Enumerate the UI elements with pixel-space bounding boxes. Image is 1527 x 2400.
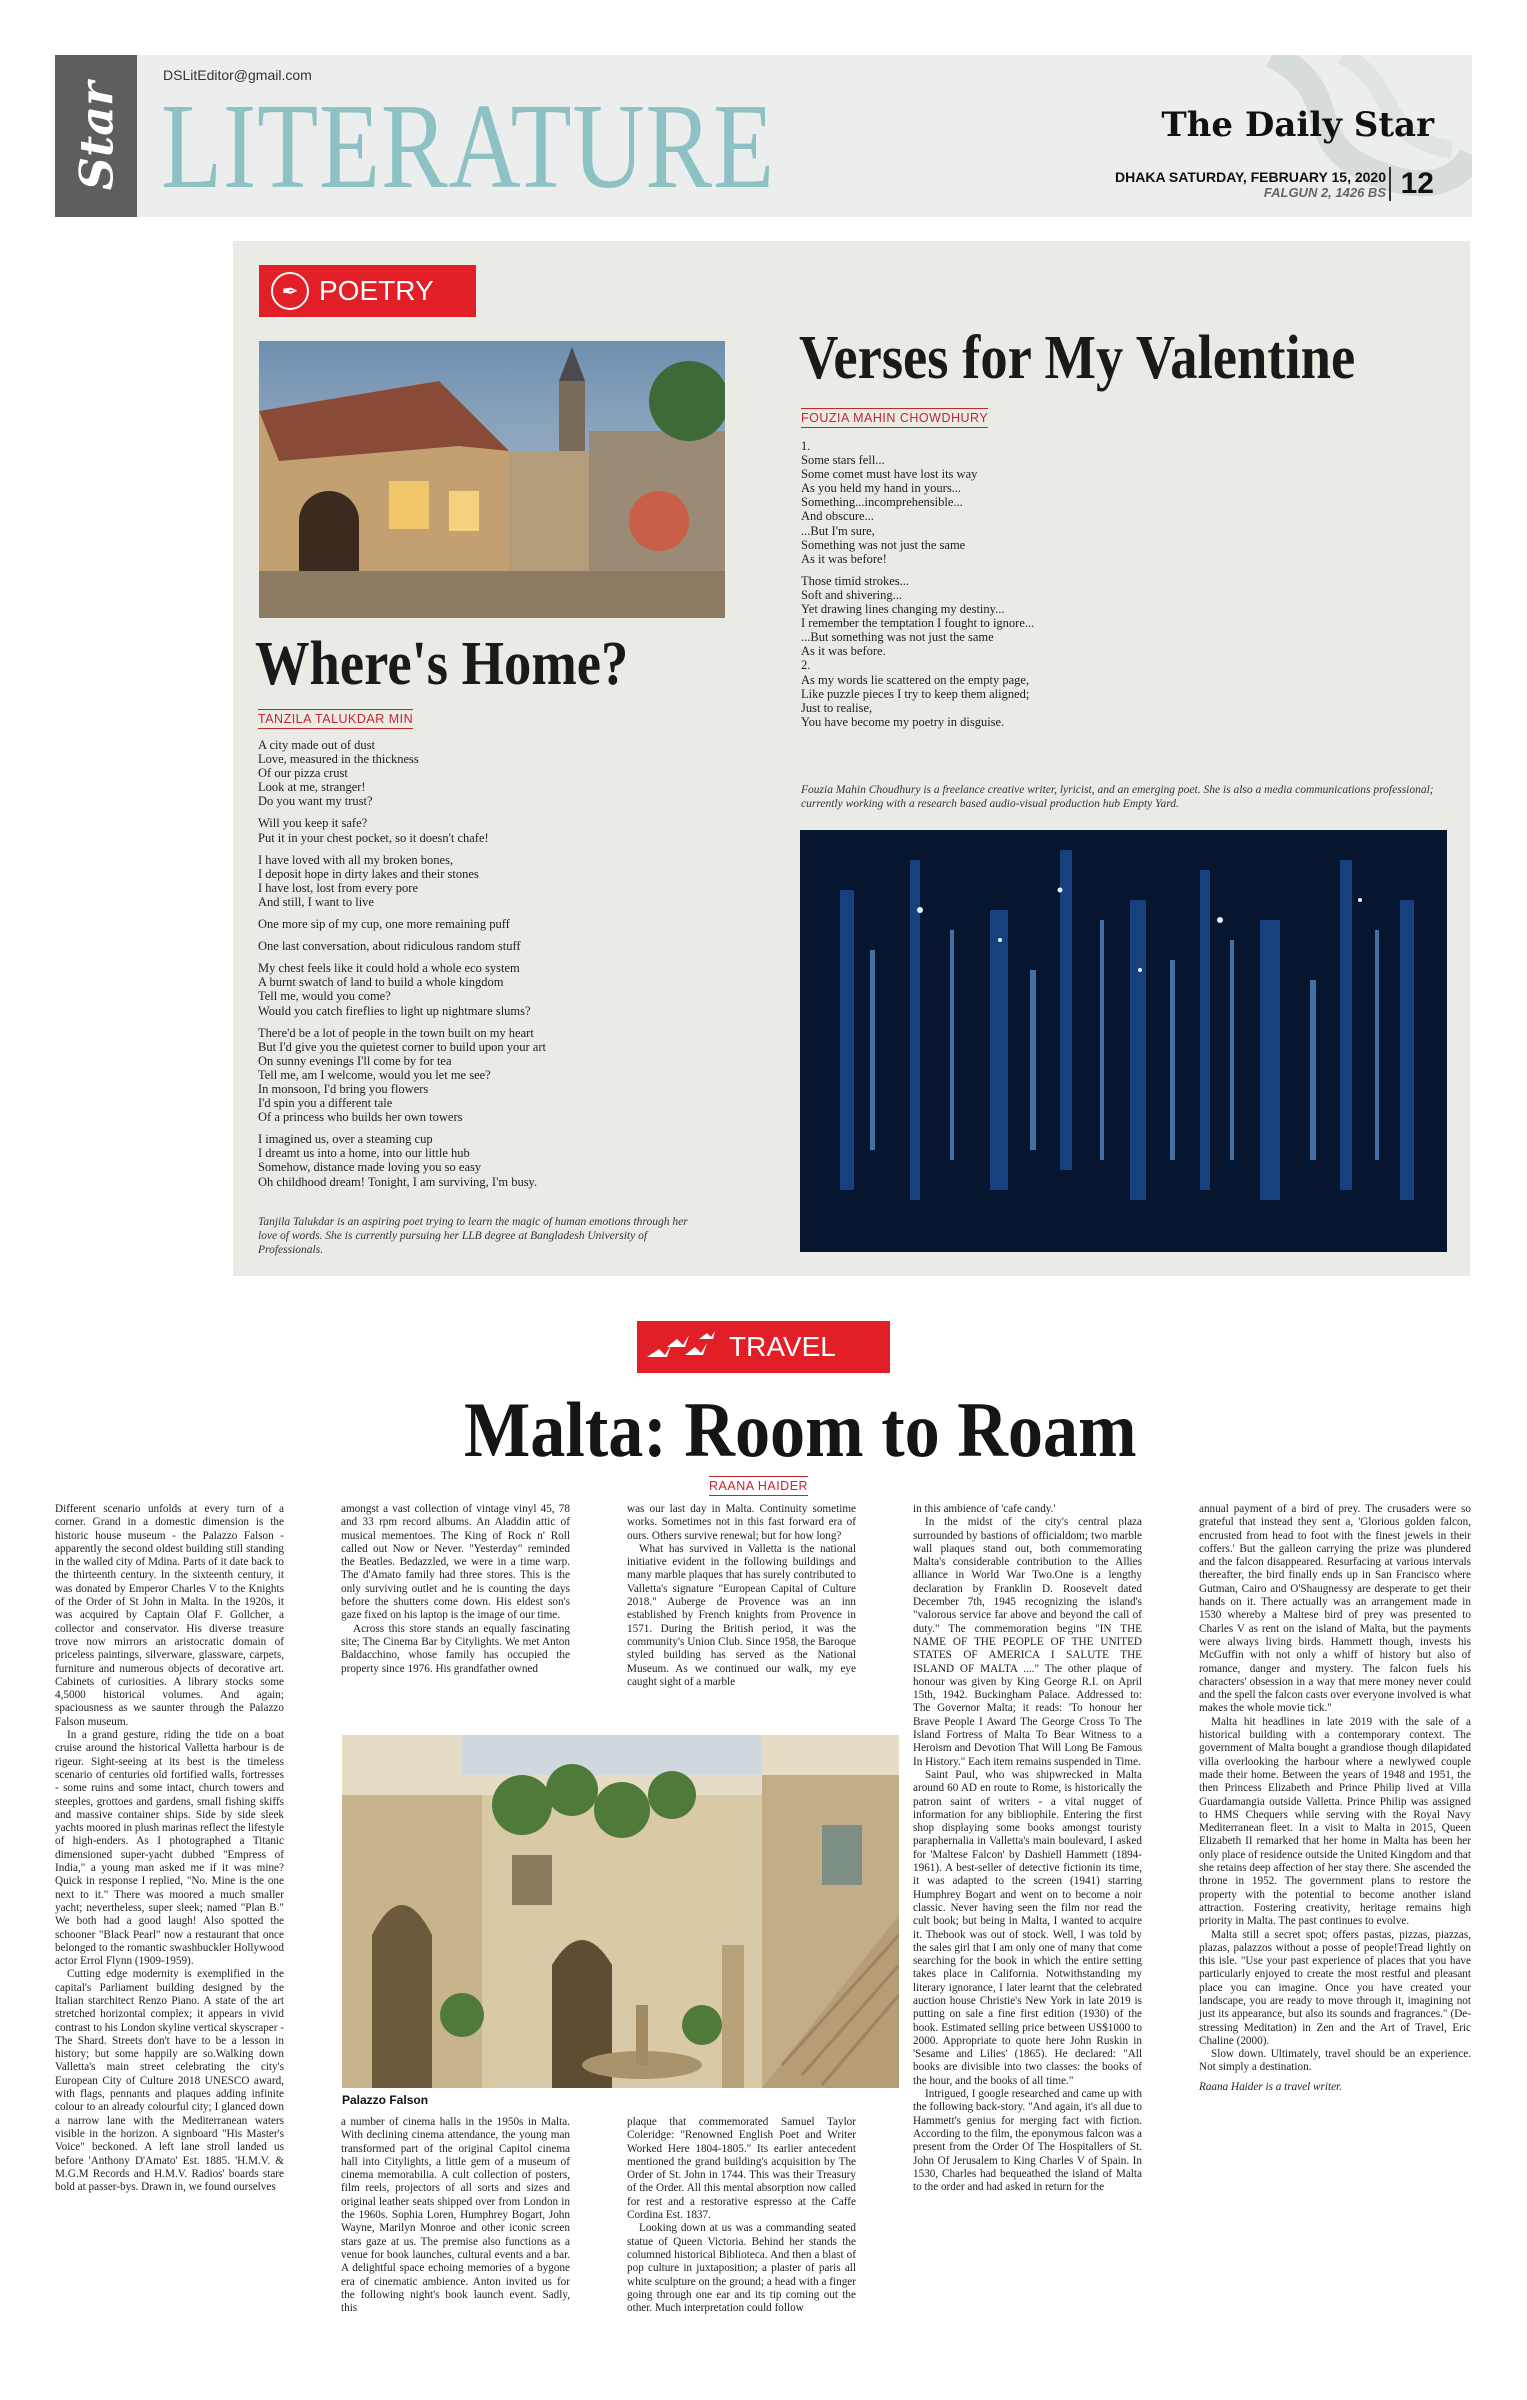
poem-line: Love, measured in the thickness	[258, 752, 419, 767]
article-column-3	[627, 1503, 856, 1689]
poem-line: And obscure...	[801, 509, 874, 524]
dateline	[1115, 169, 1386, 200]
poem-line: There'd be a lot of people in the town built on my heart	[258, 1025, 534, 1040]
poem1-bio: Tanjila Talukdar is an aspiring poet trying to learn the magic of human emotions through her love of words. She is currently pursuing her LLB degree at Bangladesh University of Professionals.	[258, 1216, 688, 1256]
poem1-body	[258, 738, 718, 1197]
poem-line: Put it in your chest pocket, so it doesn't chafe!	[258, 830, 489, 845]
poem-line: Of a princess who builds her own towers	[258, 1110, 463, 1125]
article-paragraph: in this ambience of 'cafe candy.'	[913, 1503, 1056, 1515]
poem-line: A burnt swatch of land to build a whole kingdom	[258, 975, 504, 990]
poem-line: Somehow, distance made loving you so easy	[258, 1160, 482, 1175]
poem-line: I have lost, lost from every pore	[258, 880, 419, 895]
stanza	[258, 917, 718, 931]
poem-line: Of our pizza crust	[258, 766, 348, 781]
palazzo-falson-svg	[342, 1735, 899, 2088]
poem-line: As you held my hand in yours...	[801, 481, 962, 496]
article-paragraph: was our last day in Malta. Continuity sometime works. Sometimes not in this fast forward era of ours. Others survive renewal; but for how long?	[627, 1503, 856, 1542]
poem-line: And still, I want to live	[258, 894, 374, 909]
editor-email[interactable]: DSLitEditor@gmail.com	[163, 67, 312, 83]
poem-line: Look at me, stranger!	[258, 780, 366, 795]
poem-line: ...But something was not just the same	[801, 630, 994, 645]
poem-line: I'd spin you a different tale	[258, 1096, 393, 1111]
article-paragraph: Intrigued, I google researched and came up with the following back-story. "And again, it's all due to Hammett's genius for merging fact with fiction. According to the film, the eponymous falcon was a present from the Order Of The Hospitallers of St. John Of Jerusalem to King Charles V of Spain. In 1530, Charles had bequeathed the island of Malta to the order and had asked in return for the	[913, 2088, 1142, 2194]
poem-line: I dreamt us into a home, into our little hub	[258, 1146, 470, 1161]
poem2-body	[801, 439, 1421, 737]
poem-line: You have become my poetry in disguise.	[801, 714, 1005, 729]
article-paragraph: Slow down. Ultimately, travel should be an experience. Not simply a destination.	[1199, 2048, 1471, 2074]
photo-caption: Palazzo Falson	[342, 2093, 429, 2107]
stanza	[258, 1132, 718, 1188]
poem-line: I have loved with all my broken bones,	[258, 852, 454, 867]
poem-line: As it was before!	[801, 551, 887, 566]
poem2-author: FOUZIA MAHIN CHOWDHURY	[801, 408, 988, 428]
abstract-blue-painting-image	[800, 830, 1447, 1252]
date: DHAKA SATURDAY, FEBRUARY 15, 2020	[1115, 169, 1386, 185]
poem-line: Like puzzle pieces I try to keep them aligned;	[801, 686, 1030, 701]
star-logo-text: Star	[69, 81, 124, 191]
poem-line: Oh childhood dream! Tonight, I am surviving, I'm busy.	[258, 1174, 538, 1189]
poem2-title: Verses for My Valentine	[799, 324, 1356, 392]
poem-line: As my words lie scattered on the empty page,	[801, 672, 1030, 687]
poem-line: ...But I'm sure,	[801, 523, 875, 538]
poem-line: But I'd give you the quietest corner to build upon your art	[258, 1039, 546, 1054]
poem-line: Those timid strokes...	[801, 573, 909, 588]
quill-icon: ✒	[271, 272, 309, 310]
page-number: 12	[1389, 167, 1434, 201]
masthead	[55, 55, 1472, 217]
poem-line: One last conversation, about ridiculous random stuff	[258, 939, 521, 954]
poem-line: I deposit hope in dirty lakes and their stones	[258, 866, 479, 881]
poem-line: 2.	[801, 658, 811, 673]
article-paragraph: Malta still a secret spot; offers pastas, pizzas, piazzas, plazas, palazzos without a posse of people!Tread lightly on this isle. "Use your past experience of places that you have particularly enjoyed to create the most restful and pleasant place you can imagine. Once you have created your landscape, you are ready to move through it, imagining not just its appearance, but also its sounds and fragrances." (De-stressing Meditation) in Zen and the Art of Travel, Eric Chaline (2000).	[1199, 1928, 1471, 2047]
stanza	[258, 738, 718, 808]
town-painting-image	[259, 341, 725, 618]
date-bengali: FALGUN 2, 1426 BS	[1263, 185, 1386, 200]
poem-line: Something was not just the same	[801, 537, 966, 552]
birds-icon	[645, 1327, 717, 1367]
article-column-3-continued	[627, 2116, 856, 2315]
star-logo	[55, 55, 137, 217]
article-paragraph: In a grand gesture, riding the tide on a boat cruise around the historical Valletta harbour is de rigeur. Sight-seeing at its best is the timeless scenario of centuries old fortified walls, fortresses - some ruins and some intact, church towers and steeples, grottoes and gardens, small fishing skiffs and massive container ships. Side by side sleek yachts moored in plush marinas reflect the lifestyle of high-enders. As I photographed a Titanic dimensioned super-yacht dubbed "Empress of India," a young man asked me if it was mine? Quick in response I replied, "No. Mine is the one next to it." There was moored a much smaller yacht; nevertheless, super sleek; named "Plan B." We both had a good laugh! Also spotted the schooner "Black Pearl" now a restaurant that once belonged to the romantic swashbuckler Hollywood actor Errol Flynn (1909-1959).	[55, 1729, 284, 1968]
poem-line: 1.	[801, 439, 811, 453]
poem2-bio: Fouzia Mahin Choudhury is a freelance creative writer, lyricist, and an emerging poet. She is also a media communications professional; currently working with a research based audio-visual production hub Empty Yard.	[801, 784, 1434, 810]
poem1-author: TANZILA TALUKDAR MIN	[258, 709, 413, 729]
article-paragraph: Saint Paul, who was shipwrecked in Malta around 60 AD en route to Rome, is historically the patron saint of writers - a vital nugget of information for any bibliophile. Entering the first shop displaying some books amongst touristy paraphernalia in Valletta's main boulevard, I asked for 'Maltese Falcon' by Dashiell Hammett (1894-1961). A best-seller of detective fictionin its time, it was adapted to the screen (1941) starring Humphrey Bogart and went on to become a noir classic. Never having seen the film nor read the cult book; but being in Malta, I wanted to acquire it. Thebook was out of stock. Well, I was told by the sales girl that I am only one of many that come searching for the book in which the entire setting takes place in California. Notwithstanding my literary ignorance, I later learnt that the celebrated auction house Christie's New York in late 2019 is putting on sale a fine first edition (1930) of the book. Estimated selling price between US$1000 to 2000. Appropriate to quote here John Ruskin in 'Sesame and Lilies' (1865). He declared: "All books are divisible into two classes: the books of the hour, and the books of all time."	[913, 1768, 1142, 2087]
poetry-section	[233, 241, 1470, 1276]
poem-line: A city made out of dust	[258, 738, 375, 752]
palazzo-falson-photo	[342, 1735, 899, 2088]
poem-line: My chest feels like it could hold a whole eco system	[258, 961, 520, 976]
article-paragraph: Malta hit headlines in late 2019 with the sale of a historical building with a contemporary context. The government of Malta bought a grandiose though dilapidated villa overlooking the harbour where a newlywed couple made their home. Between the years of 1948 and 1951, the then Princess Elizabeth and Prince Philip lived at Villa Guardamangia outside Valletta. Prince Philip was assigned to HMS Chequers while serving with the Royal Navy Mediterranean fleet. In a visit to Malta in 2015, Queen Elizabeth II remarked that her home in Malta has been her only place of residence outside the United Kingdom and that she retains deep affection of her stay there. She ascended the throne in 1952. The government plans to restore the property with the potential to become another island attraction. Fostering creativity, heritage remains high priority in Malta. The past continues to evolve.	[1199, 1715, 1471, 1928]
poem-line: Will you keep it safe?	[258, 816, 368, 831]
poem1-title: Where's Home?	[255, 630, 629, 698]
travel-tag	[637, 1321, 890, 1373]
section-title: LITERATURE	[161, 79, 775, 214]
poetry-tag-label: POETRY	[319, 275, 434, 306]
article-paragraph: amongst a vast collection of vintage vinyl 45, 78 and 33 rpm record albums. An Aladdin attic of musical mementoes. The King of Rock n' Roll called out Now or Never. "Yesterday" reminded the Beatles. Bedazzled, we were in a time warp. The d'Amato family had three stores. This is the only surviving outlet and he is counting the days before the shutters come down. His eldest son's gaze fixed on his laptop is the image of our time.	[341, 1503, 570, 1622]
poem-line: In monsoon, I'd bring you flowers	[258, 1081, 429, 1096]
article-paragraph: Across this store stands an equally fascinating site; The Cinema Bar by Citylights. We met Anton Baldacchino, whose family has occupied the property since 1976. His grandfather owned	[341, 1622, 570, 1675]
article-paragraph: annual payment of a bird of prey. The crusaders were so grateful that instead they sent a, 'Glorious golden falcon, encrusted from head to foot with the finest jewels in their coffers.' But the galleon carrying the prize was plundered and the falcon disappeared. Resurfacing at various intervals thereafter, the bird finally ends up in San Francisco where Gutman, Cairo and O'Shaugnessy are desperate to get their hands on it. There actually was an arrangement made in 1530 whereby a Maltese bird of prey was presented to Charles V as rent on the island of Malta, but the payments were always living birds. Hammett though, invests his McGuffin with not only a whiff of history but also of romance, danger and mystery. The falcon fuels his characters' obsession in a way that mere money never could and the spell the falcon casts over everyone involved is what makes the whole movie tick."	[1199, 1503, 1471, 1715]
stanza	[258, 961, 718, 1017]
stanza	[801, 439, 1421, 566]
poem-line: Do you want my trust?	[258, 794, 373, 809]
stanza	[801, 574, 1421, 729]
poem-line: Some stars fell...	[801, 453, 885, 468]
author-signoff: Raana Haider is a travel writer.	[1199, 2080, 1342, 2093]
article-column-2-continued	[341, 2116, 570, 2315]
article-paragraph: Cutting edge modernity is exemplified in the capital's Parliament building designed by the Italian starchitect Renzo Piano. A state of the art stretched horizontal complex; it appears in vivid contrast to his London skyline vertical skyscraper - The Shard. Streets don't have to be a lesson in history; but some happily are so.Walking down Valletta's main street celebrating the city's European City of Culture 2018 UNESCO award, with flags, pennants and plaques adding infinite colour to an already colourful city; I glanced down a narrow lane with the Mediterranean waters visible in the horizon. A signboard "His Master's Voice" beckoned. A left lane stroll landed us before 'Anthony D'Amato' Est. 1885. 'H.M.V. & M.G.M Records and H.M.V. Radios' boards stare bold at passer-bys. Drawn in, we found ourselves	[55, 1968, 284, 2194]
poem-line: I imagined us, over a steaming cup	[258, 1132, 433, 1147]
poetry-tag	[259, 265, 476, 317]
poem-line: Yet drawing lines changing my destiny...	[801, 602, 1005, 617]
article-column-4	[913, 1503, 1142, 2194]
stanza	[258, 816, 718, 844]
poem-line: On sunny evenings I'll come by for tea	[258, 1053, 452, 1068]
stanza	[258, 939, 718, 953]
article-column-1	[55, 1503, 284, 2194]
article-paragraph: In the midst of the city's central plaza surrounded by bastions of officialdom; two marble wall plaques stand out, both commemorating Malta's considerable contribution to the Allies alliance in World War Two.One is a lengthy declaration by Franklin D. Roosevelt dated December 7th, 1945 recognizing the island's "valorous service far above and beyond the call of duty." The commemoration begins "IN THE NAME OF THE PEOPLE OF THE UNITED STATES OF AMERICA I SALUTE THE ISLAND OF MALTA ...." The other plaque of honour was given by King George R.I. on April 15th, 1942. Buckingham Palace. Addressed to: The Governor Malta; it reads: 'To honour her Brave People I Award The George Cross To The Island Fortress of Malta To Bear Witness to a Heroism and Devotion That Will Long Be Famous In History." Each item remains suspended in Time.	[913, 1516, 1142, 1768]
abstract-blue-svg	[800, 830, 1447, 1252]
poem-line: I remember the temptation I fought to ignore...	[801, 616, 1035, 631]
article-paragraph: plaque that commemorated Samuel Taylor Coleridge: "Renowned English Poet and Writer Worked Here 1804-1805." Its earlier antecedent mentioned the grand building's acquisition by The Order of St. John in 1744. This was their Treasury of the Order. All this mental absorption now called for rest and a restorative espresso at the Caffe Cordina Est. 1837.	[627, 2116, 856, 2222]
article-paragraph: What has survived in Valletta is the national initiative evident in the following buildings and many marble plaques that has surely contributed to Valletta's signature "European Capital of Culture 2018." Auberge de Provence was an inn established by French knights from Provence in 1571. During the British period, it was the community's Union Club. Since 1958, the Baroque styled building has served as the National Museum. As we continued our walk, my eye caught sight of a marble	[627, 1542, 856, 1688]
poem-line: One more sip of my cup, one more remaining puff	[258, 917, 510, 932]
poem-line: Something...incomprehensible...	[801, 495, 963, 510]
poem-line: Some comet must have lost its way	[801, 467, 978, 482]
poem-line: Tell me, would you come?	[258, 989, 391, 1004]
article-paragraph: Looking down at us was a commanding seated statue of Queen Victoria. Behind her stands the columned historical Biblioteca. And then a blast of pop culture in juxtaposition; a plaster of paris all white sculpture on the ground; a head with a finger going through one ear and its tip coming out the other. Much interpretation could follow	[627, 2222, 856, 2315]
article-paragraph: Different scenario unfolds at every turn of a corner. Grand in a domestic dimension is the historic house museum - the Palazzo Falson - apparently the second oldest building still standing in the walled city of Mdina. Parts of it date back to the thirteenth century. In the sixteenth century, it was donated by Emperor Charles V to the Knights of the Order of St John in Malta. In the 1920s, it was acquired by Captain Olaf F. Gollcher, a collector and conservator. His diverse treasure trove now mirrors an aristocratic domain of priceless paintings, silverware, glassware, carpets, furniture and numerous objects of decorative art. Cabinets of curiosities. A library stocks some 4,5000 historical volumes. And again; spaciousness as we saunter through the Palazzo Falson museum.	[55, 1503, 284, 1728]
stanza	[258, 853, 718, 909]
poem-line: As it was before.	[801, 644, 886, 659]
article-title: Malta: Room to Roam	[464, 1386, 1137, 1473]
stanza	[258, 1026, 718, 1125]
article-column-2	[341, 1503, 570, 1676]
article-author: RAANA HAIDER	[709, 1476, 808, 1496]
poem-line: Tell me, am I welcome, would you let me see?	[258, 1067, 491, 1082]
article-paragraph: a number of cinema halls in the 1950s in Malta. With declining cinema attendance, the young man transformed part of the original Capitol cinema hall into Citylights, a little gem of a museum of cinema memorabilia. A cult collection of posters, film reels, projectors of all sorts and sizes and original leather seats shipped over from London in the 1960s. Sophia Loren, Humphrey Bogart, John Wayne, Marilyn Monroe and other iconic screen stars gaze at us. The premise also functions as a venue for book launches, cultural events and a bar. A delightful space echoing memories of a bygone era of cinematic ambience. Anton invited us for the following night's book launch event. Sadly, this	[341, 2116, 570, 2315]
article-column-5	[1199, 1503, 1471, 2094]
paper-name: The Daily Star	[1161, 105, 1434, 145]
travel-tag-label: TRAVEL	[729, 1331, 836, 1362]
town-painting-svg	[259, 341, 725, 618]
poem-line: Soft and shivering...	[801, 587, 903, 602]
poem-line: Would you catch fireflies to light up nightmare slums?	[258, 1003, 531, 1018]
poem-line: Just to realise,	[801, 700, 873, 715]
